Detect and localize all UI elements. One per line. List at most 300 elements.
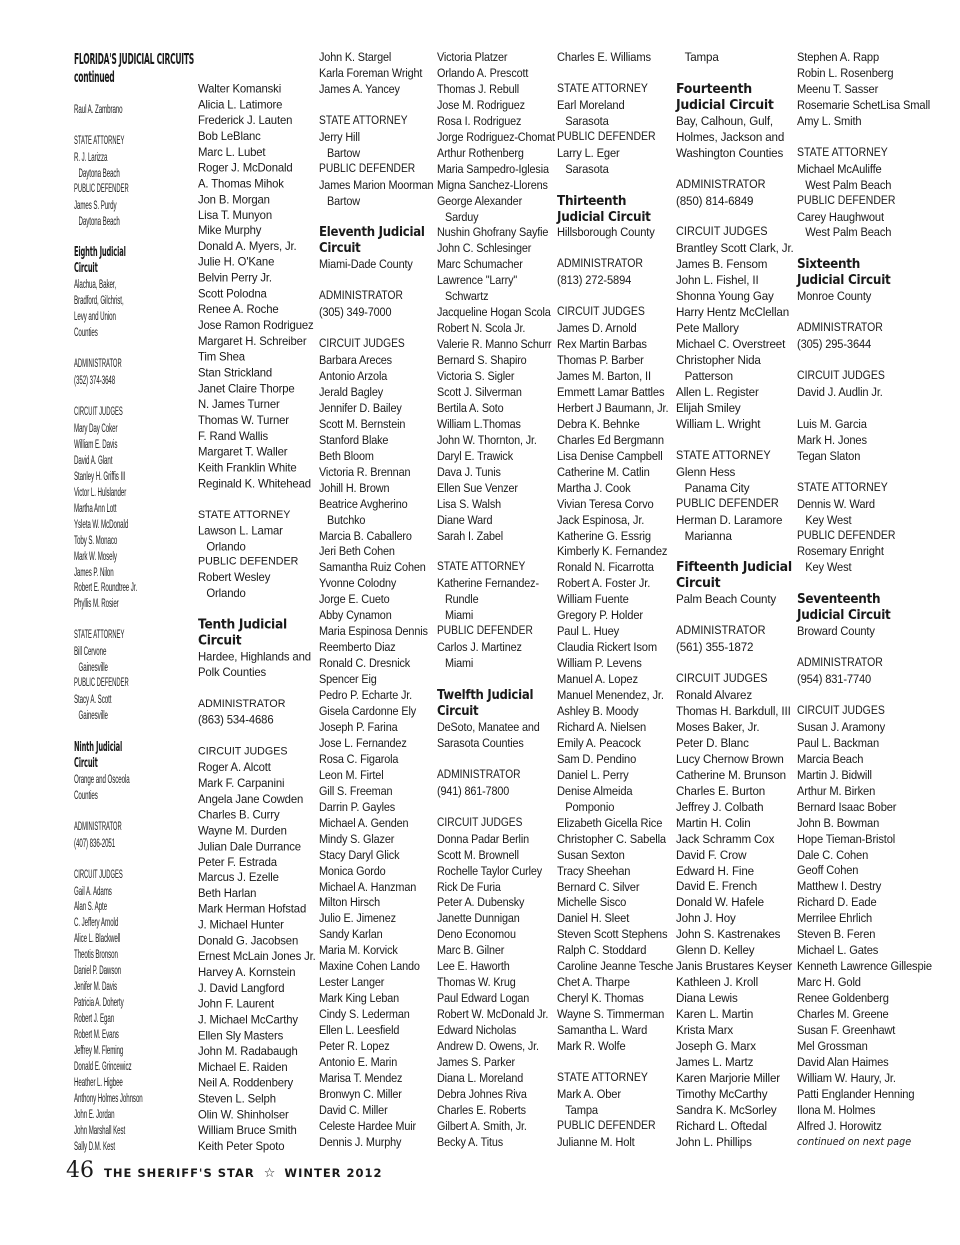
section-label: ADMINISTRATOR [676, 178, 766, 191]
text-line: Renee A. Roche [198, 302, 279, 317]
section-label: STATE ATTORNEY [319, 114, 408, 127]
text-line: James P. Nilon [74, 564, 114, 579]
text-line: John M. Radabaugh [198, 1044, 298, 1059]
section-label: ADMINISTRATOR [797, 657, 883, 670]
text-line: Counties [74, 325, 98, 340]
text-line: Ashley B. Moody [557, 704, 639, 719]
circuit-heading: Thirteenth [557, 193, 627, 209]
spacer [797, 130, 932, 146]
text-line: Manuel Menendez, Jr. [557, 688, 664, 703]
text-line: Luis M. Garcia [797, 416, 867, 431]
text-line: Ilona M. Holmes [797, 1102, 876, 1117]
location-line: Marianna [684, 528, 732, 543]
text-line: Mary Day Coker [74, 420, 118, 435]
text-line: Timothy McCarthy [676, 1086, 768, 1101]
text-line: Polk Counties [198, 665, 267, 680]
spacer [676, 66, 794, 82]
text-line: Joseph P. Farina [319, 719, 398, 734]
text-line: Ellen Sue Venzer [437, 480, 518, 495]
text-line: John Marshall Kest [74, 1122, 126, 1137]
text-line: David F. Crow [676, 847, 747, 862]
text-line: Daniel L. Perry [557, 767, 629, 782]
text-line: William Fuente [557, 592, 629, 607]
text-line: Herman D. Laramore [676, 512, 783, 527]
text-line: David C. Miller [319, 1102, 388, 1117]
spacer [797, 465, 932, 481]
text-line: Daniel P. Dawson [74, 963, 122, 978]
page-number: 46 [66, 1158, 94, 1183]
text-line: Mark Herman Hofstad [198, 902, 307, 916]
text-line: Scott Polodna [198, 286, 267, 301]
text-line: Robert A. Foster Jr. [557, 576, 651, 591]
spacer [319, 273, 433, 289]
text-line: Orange and Osceola [74, 771, 130, 786]
text-line: Paul Edward Logan [437, 991, 530, 1006]
text-line: Marc B. Gilner [437, 943, 505, 958]
text-line: Spencer Eig [319, 672, 377, 687]
text-line: James L. Martz [676, 1054, 754, 1069]
section-label: CIRCUIT JUDGES [676, 226, 768, 239]
text-line: Bernard S. Shapiro [437, 353, 527, 368]
text-line: Mark A. Ober [557, 1086, 621, 1101]
text-line: Johill H. Brown [319, 480, 390, 495]
text-line: (561) 355-1872 [676, 640, 754, 655]
section-label: PUBLIC DEFENDER [437, 625, 533, 638]
location-line: Sarduy [444, 209, 479, 224]
text-line: Jeffrey J. Colbath [676, 799, 764, 814]
text-line: Karla Foreman Wright [319, 65, 423, 80]
circuit-heading: Fifteenth Judicial [676, 560, 792, 576]
section-label: PUBLIC DEFENDER [676, 497, 779, 510]
text-line: Broward County [797, 624, 875, 639]
text-line: (813) 272-5894 [557, 273, 632, 288]
circuit-heading: Circuit [74, 755, 98, 771]
text-line: George Alexander [437, 193, 523, 208]
text-line: Ellen Sly Masters [198, 1028, 284, 1043]
text-line: Alfred J. Horowitz [797, 1118, 882, 1133]
text-line: Keith Franklin White [198, 460, 297, 475]
circuit-heading: Sixteenth [797, 257, 861, 273]
text-line: Kimberly K. Fernandez [557, 544, 668, 559]
text-line: Bill Cervone [74, 644, 107, 659]
text-line: Charles Ed Bergmann [557, 432, 664, 447]
text-line: Maxine Cohen Lando [319, 959, 420, 974]
text-line: Shonna Young Gay [676, 289, 774, 304]
text-line: Angela Jane Cowden [198, 791, 304, 806]
spacer [198, 492, 316, 508]
text-line: Bronwyn C. Miller [319, 1086, 402, 1101]
text-line: Rick De Furia [437, 879, 501, 894]
text-line: John W. Thornton, Jr. [437, 432, 537, 447]
text-line: James D. Arnold [557, 321, 637, 336]
text-line: Martin J. Bidwill [797, 767, 872, 782]
section-label: STATE ATTORNEY [557, 82, 648, 95]
text-line: Abby Cynamon [319, 608, 392, 623]
spacer [319, 210, 433, 226]
text-line: John L. Phillips [676, 1134, 752, 1149]
text-line: Andrew D. Owens, Jr. [437, 1039, 539, 1054]
text-line: Thomas H. Barkdull, III [676, 703, 791, 718]
text-line: Thomas P. Barber [557, 353, 644, 368]
text-line: Manuel A. Lopez [557, 672, 638, 687]
text-line: R. J. Larizza [74, 149, 108, 164]
text-line: Victoria Platzer [437, 50, 508, 64]
text-line: Emmett Lamar Battles [557, 384, 665, 399]
text-line: Antonio Arzola [319, 369, 388, 383]
text-line: Robert E. Roundtree Jr. [74, 580, 138, 595]
location-line: Sarasota [565, 113, 609, 128]
text-line: Lisa T. Munyon [198, 207, 273, 222]
text-line: Gregory P. Holder [557, 608, 643, 623]
text-line: Ralph C. Stoddard [557, 943, 647, 958]
page-footer [66, 1158, 383, 1188]
spacer [797, 241, 932, 257]
text-line: Krista Marx [676, 1023, 734, 1038]
text-line: Thomas W. Krug [437, 975, 516, 990]
text-line: Tegan Slaton [797, 448, 861, 463]
text-line: Thomas W. Turner [198, 412, 289, 427]
text-line: Michael L. Gates [797, 943, 879, 958]
text-line: Mark H. Jones [797, 432, 867, 447]
text-line: Susan J. Aramony [797, 719, 886, 734]
text-line: Jenifer M. Davis [74, 979, 118, 994]
text-line: Stacy A. Scott [74, 692, 112, 707]
spacer [676, 656, 794, 672]
location-line: Rundle [444, 592, 479, 607]
text-line: Maria Sampedro-Iglesia [437, 161, 549, 176]
section-label: STATE ATTORNEY [74, 134, 125, 147]
text-line: Yvonne Colodny [319, 576, 397, 591]
text-line: Ronald Alvarez [676, 688, 753, 703]
text-line: Paul L. Huey [557, 624, 620, 639]
section-label: PUBLIC DEFENDER [557, 1119, 656, 1132]
text-line: James M. Barton, II [557, 369, 651, 383]
circuit-heading: Twelfth Judicial [437, 688, 534, 704]
text-line: Lester Langer [319, 975, 385, 990]
text-line: Janette Dunnigan [437, 911, 520, 926]
text-line: John L. Fishel, II [676, 273, 759, 288]
text-line: Katherine G. Essrig [557, 528, 651, 543]
spacer [437, 672, 555, 688]
location-line: Schwartz [444, 289, 489, 304]
spacer [319, 321, 433, 337]
text-line: Marcus J. Ezelle [198, 870, 279, 885]
text-line: Emily A. Peacock [557, 735, 641, 750]
text-line: Orlando A. Prescott [437, 65, 529, 80]
text-line: Hardee, Highlands and [198, 649, 311, 664]
text-line: Roger A. Alcott [198, 760, 271, 774]
text-line: Jose L. Fernandez [319, 735, 407, 750]
text-line: Elizabeth Gicella Rice [557, 815, 663, 830]
spacer [557, 241, 673, 257]
text-line: Pete Mallory [676, 321, 739, 336]
location-line: West Palm Beach [805, 225, 892, 240]
text-line: Charles E. Roberts [437, 1102, 526, 1117]
section-label: PUBLIC DEFENDER [319, 162, 416, 175]
text-line: Caroline Jeanne Tesche [557, 959, 674, 974]
text-line: Susan F. Greenhawt [797, 1023, 896, 1037]
text-line: Michael E. Raiden [198, 1059, 288, 1074]
text-line: Scott M. Brownell [437, 847, 519, 862]
text-line: Charles B. Curry [198, 807, 280, 822]
spacer [557, 289, 673, 305]
text-line: Michael A. Hanzman [319, 879, 417, 894]
text-line: William P. Levens [557, 656, 642, 671]
text-line: Raul A. Zambrano [74, 101, 123, 116]
text-line: Bernard Isaac Bober [797, 799, 897, 814]
text-line: Jeri Beth Cohen [319, 544, 395, 559]
section-label: ADMINISTRATOR [437, 768, 521, 781]
text-line: Michael C. Overstreet [676, 337, 786, 352]
text-line: Steven B. Feren [797, 927, 876, 942]
text-line: Herbert J Baumann, Jr. [557, 400, 669, 415]
text-line: Lisa S. Walsh [437, 496, 501, 511]
text-line: (954) 831-7740 [797, 672, 872, 687]
text-line: Stacy Daryl Glick [319, 847, 400, 862]
spacer [74, 852, 194, 868]
text-line: Larry L. Eger [557, 145, 620, 160]
text-line: Roger J. McDonald [198, 160, 293, 175]
text-line: Bob LeBlanc [198, 128, 261, 143]
text-line: Gisela Cardonne Ely [319, 704, 417, 719]
text-line: Steven L. Selph [198, 1091, 276, 1106]
text-line: Edward Nicholas [437, 1023, 517, 1038]
location-line: Orlando [206, 539, 246, 554]
text-line: Scott J. Silverman [437, 385, 522, 400]
text-line: Rosemary Enright [797, 544, 884, 559]
section-label: ADMINISTRATOR [74, 358, 122, 371]
text-line: Alan S. Apte [74, 899, 108, 914]
text-line: Victor L. Hulslander [74, 484, 127, 499]
circuit-heading: Circuit [319, 241, 361, 257]
text-line: Peter R. Lopez [319, 1039, 390, 1054]
text-line: William E. Davis [74, 436, 118, 451]
text-line: Julian Dale Durrance [198, 838, 301, 853]
text-line: Dale C. Cohen [797, 847, 869, 862]
column-5 [557, 50, 673, 1151]
text-line: Susan Sexton [557, 847, 625, 862]
text-line: Robert W. McDonald Jr. [437, 1007, 549, 1022]
location-line: Bartow [327, 145, 360, 160]
text-line: Sandra K. McSorley [676, 1102, 777, 1117]
text-line: Donna Padar Berlin [437, 831, 529, 846]
text-line: Sandy Karlan [319, 927, 383, 942]
text-line: Jose Ramon Rodriguez [198, 318, 314, 333]
spacer [74, 341, 194, 357]
issue-date: WINTER 2012 [284, 1166, 383, 1180]
text-line: Arthur Rothenberg [437, 145, 524, 160]
spacer [557, 1055, 673, 1071]
text-line: William L.Thomas [437, 416, 521, 431]
column-1 [74, 50, 194, 1155]
text-line: David A. Glant [74, 452, 113, 467]
text-line: Rosemarie SchetLisa Small [797, 97, 931, 112]
location-line: Key West [805, 512, 852, 527]
text-line: Beth Harlan [198, 886, 257, 901]
text-line: Charles E. Williams [557, 50, 651, 64]
text-line: Michael A. Genden [319, 815, 409, 830]
text-line: Sally D.M. Kest [74, 1138, 116, 1153]
circuit-heading: Judicial Circuit [676, 97, 774, 113]
circuit-heading: Eighth Judicial [74, 245, 126, 261]
spacer [198, 66, 316, 82]
text-line: Robin L. Rosenberg [797, 65, 894, 80]
section-label: PUBLIC DEFENDER [797, 529, 896, 542]
text-line: William L. Wright [676, 416, 761, 431]
text-line: Deno Economou [437, 927, 516, 942]
text-line: Janis Brustares Keyser [676, 959, 793, 974]
text-line: Gill S. Freeman [319, 783, 393, 798]
section-label: CIRCUIT JUDGES [676, 673, 768, 686]
text-line: Lee E. Haworth [437, 959, 510, 974]
text-line: Diana L. Moreland [437, 1070, 524, 1085]
text-line: J. Michael McCarthy [198, 1012, 298, 1027]
spacer [74, 86, 194, 102]
text-line: Maria M. Korvick [319, 943, 398, 958]
spacer [74, 612, 194, 628]
spacer [198, 681, 316, 697]
text-line: Washington Counties [676, 145, 784, 160]
text-line: Marisa T. Mendez [319, 1070, 403, 1085]
text-line: (352) 374-3648 [74, 373, 116, 388]
text-line: Glenn D. Kelley [676, 943, 755, 958]
text-line: James S. Parker [437, 1054, 515, 1069]
text-line: Dennis J. Murphy [319, 1134, 402, 1149]
section-label: STATE ATTORNEY [437, 561, 526, 574]
text-line: Maria Espinosa Dennis [319, 624, 428, 639]
text-line: Jose M. Rodriguez [437, 97, 525, 112]
text-line: Harvey A. Kornstein [198, 965, 296, 980]
text-line: Bradford, Gilchrist, [74, 293, 124, 308]
text-line: Rochelle Taylor Curley [437, 863, 543, 878]
star-icon: ☆ [263, 1166, 276, 1181]
column-6 [676, 50, 794, 1151]
text-line: Marc Schumacher [437, 257, 523, 272]
section-label: PUBLIC DEFENDER [198, 555, 299, 568]
text-line: Peter A. Dubensky [437, 895, 525, 910]
location-line: Patterson [684, 369, 733, 384]
text-line: Beth Bloom [319, 448, 374, 463]
text-line: (850) 814-6849 [676, 193, 754, 208]
location-line: Orlando [206, 586, 246, 601]
text-line: Richard L. Oftedal [676, 1118, 767, 1133]
location-line: Tampa [684, 50, 719, 64]
text-line: Counties [74, 787, 98, 802]
text-line: Tracy Sheehan [557, 863, 631, 878]
text-line: Sarah I. Zabel [437, 528, 504, 543]
text-line: Jorge Rodriguez-Chomat [437, 129, 555, 144]
text-line: Barbara Areces [319, 353, 392, 368]
text-line: Edward H. Fine [676, 863, 754, 878]
text-line: Lucy Chernow Brown [676, 751, 784, 766]
text-line: David E. French [676, 879, 758, 894]
text-line: Denise Almeida [557, 783, 633, 798]
text-line: Glenn Hess [676, 464, 736, 479]
text-line: Sarasota Counties [437, 735, 524, 750]
text-line: Wayne S. Timmerman [557, 1007, 665, 1022]
text-line: (941) 861-7800 [437, 783, 510, 798]
text-line: Steven Scott Stephens [557, 927, 668, 942]
text-line: Marcia B. Caballero [319, 528, 412, 543]
text-line: John K. Stargel [319, 50, 392, 64]
text-line: Scott M. Bernstein [319, 416, 406, 431]
location-line: Butchko [327, 512, 366, 527]
spacer [557, 66, 673, 82]
text-line: Thomas J. Rebull [437, 81, 520, 96]
circuit-heading: Ninth Judicial [74, 739, 123, 755]
text-line: Ernest McLain Jones Jr. [198, 949, 316, 964]
text-line: Marc H. Gold [797, 975, 861, 990]
text-line: Monroe County [797, 289, 872, 304]
text-line: (863) 534-4686 [198, 712, 274, 727]
section-label: CIRCUIT JUDGES [319, 338, 405, 351]
section-label: ADMINISTRATOR [676, 625, 766, 638]
text-line: James B. Fensom [676, 257, 768, 272]
text-line: Dennis W. Ward [797, 496, 875, 511]
text-line: Dava J. Tunis [437, 464, 501, 479]
continued-note: continued on next page [797, 1135, 912, 1148]
text-line: Cheryl K. Thomas [557, 991, 644, 1006]
text-line: Julianne M. Holt [557, 1134, 635, 1149]
circuit-heading: Circuit [74, 261, 98, 277]
text-line: Cindy S. Lederman [319, 1007, 410, 1022]
text-line: Allen L. Register [676, 384, 759, 399]
text-line: Celeste Hardee Muir [319, 1118, 417, 1133]
circuit-heading: Circuit [437, 704, 479, 720]
column-7 [797, 50, 932, 1151]
text-line: Diane Ward [437, 512, 493, 527]
text-line: Earl Moreland [557, 97, 625, 112]
text-line: David Alan Haimes [797, 1054, 889, 1069]
text-line: Bay, Calhoun, Gulf, [676, 113, 774, 128]
text-line: Nushin Ghofrany Sayfie [437, 225, 549, 240]
text-line: Janet Claire Thorpe [198, 381, 295, 396]
text-line: Victoria S. Sigler [437, 369, 515, 384]
text-line: Darrin P. Gayles [319, 799, 396, 814]
text-line: Reginald K. Whitehead [198, 476, 311, 490]
text-line: Margaret H. Schreiber [198, 334, 307, 348]
text-line: (305) 349-7000 [319, 305, 392, 320]
spacer [797, 576, 932, 592]
text-line: Richard D. Eade [797, 895, 877, 910]
text-line: Elijah Smiley [676, 400, 741, 415]
text-line: Martin H. Colin [676, 815, 751, 830]
text-line: Christopher C. Sabella [557, 831, 666, 846]
text-line: Martha J. Cook [557, 480, 631, 495]
spacer [74, 724, 194, 740]
text-line: Moses Baker, Jr. [676, 719, 760, 734]
circuit-heading: Eleventh Judicial [319, 225, 425, 241]
text-line: A. Thomas Mihok [198, 176, 284, 191]
text-line: Jack Schramm Cox [676, 831, 775, 846]
spacer [797, 688, 932, 704]
section-label: CIRCUIT JUDGES [198, 745, 288, 758]
spacer [797, 640, 932, 656]
text-line: Stephen A. Rapp [797, 50, 880, 64]
text-line: Carey Haughwout [797, 209, 884, 224]
text-line: Lawson L. Lamar [198, 523, 283, 538]
text-line: John E. Jordan [74, 1106, 115, 1121]
text-line: Wayne M. Durden [198, 823, 287, 838]
location-line: Miami [444, 608, 474, 623]
text-line: N. James Turner [198, 397, 280, 412]
spacer [437, 752, 555, 768]
text-line: Mel Grossman [797, 1038, 868, 1053]
text-line: Pedro P. Echarte Jr. [319, 688, 413, 703]
text-line: J. Michael Hunter [198, 917, 284, 932]
text-line: Alicia L. Latimore [198, 97, 283, 112]
text-line: Kenneth Lawrence Gillespie [797, 959, 932, 974]
